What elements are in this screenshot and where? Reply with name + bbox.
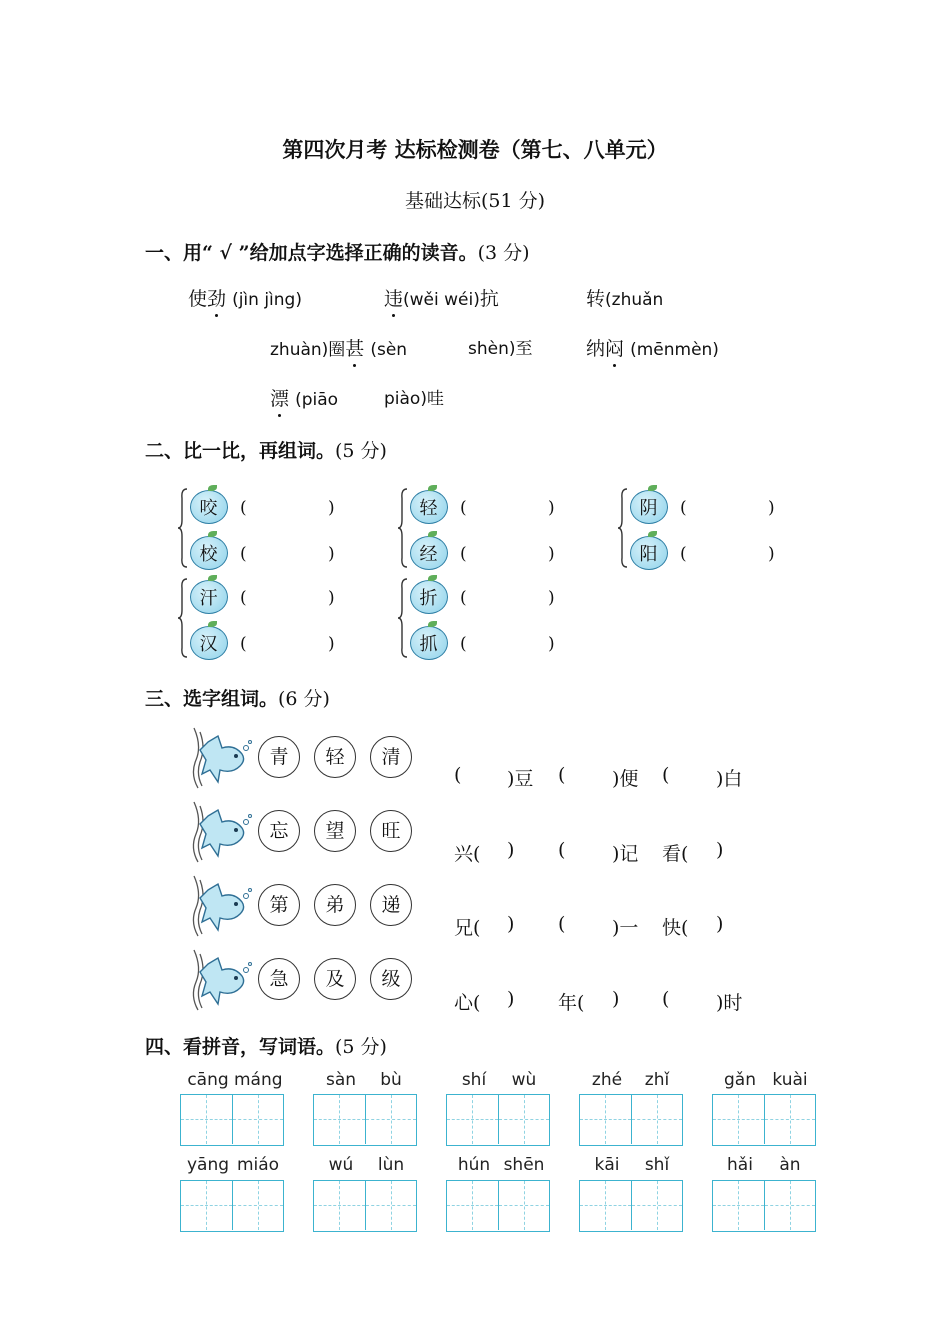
q1-f-options[interactable]: (piāo bbox=[295, 390, 339, 410]
q2-points: (5 分) bbox=[335, 440, 387, 462]
fill-blank-right: ) bbox=[507, 913, 515, 935]
fill-answer[interactable] bbox=[472, 839, 500, 863]
paren-open: ( bbox=[460, 544, 467, 564]
guide-line bbox=[657, 1095, 658, 1144]
writing-cell[interactable] bbox=[314, 1095, 365, 1144]
guide-line bbox=[738, 1095, 739, 1144]
fill-blank-left: 看( bbox=[662, 843, 689, 865]
fill-blank-left: 快( bbox=[662, 917, 689, 939]
guide-line bbox=[524, 1181, 525, 1230]
paren-open: ( bbox=[240, 544, 247, 564]
q2-char: 汉 bbox=[199, 634, 218, 655]
fill-blank-left: 心( bbox=[454, 992, 481, 1014]
q3-fish-row bbox=[188, 728, 428, 792]
paren-close: ) bbox=[328, 634, 335, 654]
pinyin-syllable: sàn bbox=[325, 1070, 357, 1090]
writing-cell[interactable] bbox=[447, 1181, 498, 1230]
apple-icon bbox=[410, 532, 448, 570]
apple-icon bbox=[410, 576, 448, 614]
paren-open: ( bbox=[240, 498, 247, 518]
pinyin-syllable: zhǐ bbox=[644, 1070, 670, 1090]
pinyin-syllable: máng bbox=[234, 1070, 283, 1090]
answer-blank[interactable] bbox=[254, 492, 324, 518]
pinyin-syllable: miáo bbox=[236, 1155, 280, 1175]
option-bubble[interactable]: 第 bbox=[258, 884, 300, 926]
answer-blank[interactable] bbox=[254, 582, 324, 608]
q1-item-b bbox=[384, 284, 499, 311]
q4-heading bbox=[145, 1032, 387, 1059]
q4-points: (5 分) bbox=[335, 1036, 387, 1058]
pinyin-syllable: shí bbox=[461, 1070, 487, 1090]
fill-blank-right: ) bbox=[716, 839, 724, 861]
writing-cell[interactable] bbox=[631, 1095, 682, 1144]
paren-close: ) bbox=[328, 498, 335, 518]
apple-icon bbox=[190, 622, 228, 660]
pinyin-syllable: shǐ bbox=[644, 1155, 670, 1175]
paren-open: ( bbox=[460, 498, 467, 518]
writing-cell[interactable] bbox=[580, 1181, 631, 1230]
pinyin-syllable: gǎn bbox=[724, 1070, 756, 1090]
fill-answer[interactable] bbox=[472, 764, 500, 788]
fill-blank-left: ( bbox=[662, 764, 670, 786]
fill-blank-left: 年( bbox=[558, 992, 585, 1014]
paren-close: ) bbox=[768, 498, 775, 518]
q2-group bbox=[178, 482, 378, 574]
writing-cell[interactable] bbox=[365, 1181, 416, 1230]
writing-cell[interactable] bbox=[764, 1095, 815, 1144]
q2-char: 轻 bbox=[419, 498, 438, 519]
brace-icon bbox=[178, 488, 188, 568]
option-bubble[interactable]: 级 bbox=[370, 958, 412, 1000]
guide-line bbox=[472, 1181, 473, 1230]
q2-char: 折 bbox=[419, 588, 438, 609]
brace-icon bbox=[398, 488, 408, 568]
option-bubble[interactable]: 急 bbox=[258, 958, 300, 1000]
apple-icon bbox=[630, 486, 668, 524]
pinyin-syllable: hǎi bbox=[727, 1155, 753, 1175]
pinyin-syllable: wù bbox=[511, 1070, 537, 1090]
paren-open: ( bbox=[680, 544, 687, 564]
page-title: 第四次月考 达标检测卷（第七、八单元） bbox=[282, 137, 668, 162]
q2-char: 经 bbox=[419, 544, 438, 565]
writing-cell[interactable] bbox=[314, 1181, 365, 1230]
q1-heading bbox=[145, 238, 530, 265]
guide-line bbox=[790, 1095, 791, 1144]
fish-icon bbox=[188, 874, 252, 938]
guide-line bbox=[391, 1095, 392, 1144]
fill-blank-right: ) bbox=[507, 988, 515, 1010]
paren-close: ) bbox=[548, 544, 555, 564]
fill-blank-right: ) bbox=[716, 913, 724, 935]
option-bubble[interactable]: 递 bbox=[370, 884, 412, 926]
guide-line bbox=[258, 1095, 259, 1144]
guide-line bbox=[790, 1181, 791, 1230]
guide-line bbox=[339, 1095, 340, 1144]
q3-fish-row bbox=[188, 802, 428, 866]
guide-line bbox=[391, 1181, 392, 1230]
guide-line bbox=[605, 1181, 606, 1230]
q1-item-d-cont bbox=[468, 334, 533, 359]
paren-close: ) bbox=[548, 498, 555, 518]
q1-e-pre: 纳 bbox=[586, 338, 606, 360]
q1-a-dotted: 劲 bbox=[207, 284, 226, 311]
writing-cell[interactable] bbox=[498, 1095, 549, 1144]
fill-blank-right: )一 bbox=[612, 917, 639, 939]
q1-item-c bbox=[586, 284, 663, 311]
apple-icon bbox=[410, 486, 448, 524]
writing-cell[interactable] bbox=[232, 1181, 283, 1230]
q2-group bbox=[398, 572, 598, 664]
q1-a-options[interactable]: (jìn jìng) bbox=[232, 290, 302, 310]
guide-line bbox=[524, 1095, 525, 1144]
option-bubble[interactable]: 弟 bbox=[314, 884, 356, 926]
fill-blank-right: )便 bbox=[612, 768, 639, 790]
q1-b-options[interactable]: (wěi wéi) bbox=[403, 290, 480, 310]
fill-answer[interactable] bbox=[472, 988, 500, 1012]
q2-heading-text: 二、比一比，再组词。 bbox=[145, 440, 336, 462]
apple-icon bbox=[190, 532, 228, 570]
fill-answer[interactable] bbox=[576, 764, 604, 788]
q4-heading-text: 四、看拼音，写词语。 bbox=[145, 1036, 336, 1058]
fish-icon bbox=[188, 726, 252, 790]
fill-blank-left: 兴( bbox=[454, 843, 481, 865]
writing-grid bbox=[180, 1180, 284, 1232]
fill-answer[interactable] bbox=[576, 988, 604, 1012]
writing-cell[interactable] bbox=[713, 1095, 764, 1144]
option-bubble[interactable]: 轻 bbox=[314, 736, 356, 778]
q3-points: (6 分) bbox=[278, 688, 330, 710]
q2-group bbox=[398, 482, 598, 574]
q2-char: 咬 bbox=[199, 498, 218, 519]
option-bubble[interactable]: 青 bbox=[258, 736, 300, 778]
q1-a-pre: 使 bbox=[188, 288, 208, 310]
fill-blank-left: 兄( bbox=[454, 917, 481, 939]
q1-line-2 bbox=[270, 334, 407, 361]
pinyin-syllable: yāng bbox=[186, 1155, 230, 1175]
q1-heading-text: 一、用“ √ ”给加点字选择正确的读音。 bbox=[145, 242, 478, 264]
writing-grid bbox=[446, 1180, 550, 1232]
guide-line bbox=[206, 1095, 207, 1144]
guide-line bbox=[738, 1181, 739, 1230]
writing-grid bbox=[579, 1094, 683, 1146]
fill-answer[interactable] bbox=[680, 839, 708, 863]
q2-group bbox=[618, 482, 818, 574]
paren-open: ( bbox=[240, 588, 247, 608]
answer-blank[interactable] bbox=[474, 628, 544, 654]
apple-icon bbox=[190, 576, 228, 614]
q1-d-options-cont[interactable]: shèn)至 bbox=[468, 339, 533, 359]
q1-item-e bbox=[586, 334, 719, 361]
guide-line bbox=[258, 1181, 259, 1230]
q3-heading-text: 三、选字组词。 bbox=[145, 688, 279, 710]
q2-char: 阴 bbox=[639, 498, 658, 519]
fill-answer[interactable] bbox=[472, 913, 500, 937]
q2-char: 抓 bbox=[419, 634, 438, 655]
q2-char: 汗 bbox=[199, 588, 218, 609]
paren-open: ( bbox=[240, 634, 247, 654]
pinyin-syllable: lùn bbox=[377, 1155, 405, 1175]
writing-cell[interactable] bbox=[713, 1181, 764, 1230]
pinyin-syllable: kāi bbox=[594, 1155, 620, 1175]
q1-item-f-cont bbox=[384, 384, 444, 409]
page-subtitle: 基础达标(51 分) bbox=[404, 190, 546, 212]
q1-c-options[interactable]: (zhuǎn bbox=[605, 290, 664, 310]
answer-blank[interactable] bbox=[694, 538, 764, 564]
q1-d-dotted: 甚 bbox=[345, 334, 364, 361]
option-bubble[interactable]: 及 bbox=[314, 958, 356, 1000]
writing-cell[interactable] bbox=[498, 1181, 549, 1230]
pinyin-syllable: àn bbox=[779, 1155, 801, 1175]
q1-c-options-cont[interactable]: zhuàn)圈 bbox=[270, 340, 346, 360]
paren-close: ) bbox=[548, 588, 555, 608]
q3-fish-row bbox=[188, 950, 428, 1014]
fill-blank-left: ( bbox=[558, 839, 566, 861]
pinyin-syllable: cāng bbox=[187, 1070, 229, 1090]
guide-line bbox=[605, 1095, 606, 1144]
fill-blank-right: ) bbox=[612, 988, 620, 1010]
q3-heading bbox=[145, 684, 330, 711]
q1-e-dotted: 闷 bbox=[605, 334, 624, 361]
apple-icon bbox=[410, 622, 448, 660]
q2-heading bbox=[145, 436, 387, 463]
fill-blank-left: ( bbox=[558, 764, 566, 786]
writing-grid bbox=[313, 1094, 417, 1146]
writing-grid bbox=[180, 1094, 284, 1146]
paren-open: ( bbox=[460, 588, 467, 608]
brace-icon bbox=[618, 488, 628, 568]
paren-close: ) bbox=[768, 544, 775, 564]
guide-line bbox=[339, 1181, 340, 1230]
writing-cell[interactable] bbox=[447, 1095, 498, 1144]
q1-b-dotted: 违 bbox=[384, 284, 403, 311]
fill-answer[interactable] bbox=[576, 839, 604, 863]
answer-blank[interactable] bbox=[694, 492, 764, 518]
fill-answer[interactable] bbox=[680, 988, 708, 1012]
option-bubble[interactable]: 旺 bbox=[370, 810, 412, 852]
q1-points: (3 分) bbox=[477, 242, 530, 264]
pinyin-syllable: bù bbox=[380, 1070, 402, 1090]
option-bubble[interactable]: 望 bbox=[314, 810, 356, 852]
writing-cell[interactable] bbox=[764, 1181, 815, 1230]
q1-d-options[interactable]: (sèn bbox=[370, 340, 408, 360]
option-bubble[interactable]: 清 bbox=[370, 736, 412, 778]
paren-close: ) bbox=[328, 544, 335, 564]
q1-line-3 bbox=[270, 384, 338, 411]
fill-blank-left: ( bbox=[662, 988, 670, 1010]
q2-group bbox=[178, 572, 378, 664]
pinyin-syllable: hún bbox=[457, 1155, 491, 1175]
fill-blank-right: )白 bbox=[716, 768, 743, 790]
paren-open: ( bbox=[680, 498, 687, 518]
fill-blank-right: )时 bbox=[716, 992, 743, 1014]
writing-cell[interactable] bbox=[580, 1095, 631, 1144]
writing-grid bbox=[313, 1180, 417, 1232]
q1-e-options[interactable]: (mēnmèn) bbox=[630, 340, 719, 360]
q2-char: 阳 bbox=[639, 544, 658, 565]
q1-b-post: 抗 bbox=[479, 288, 499, 310]
writing-cell[interactable] bbox=[631, 1181, 682, 1230]
fish-icon bbox=[188, 948, 252, 1012]
fill-blank-left: ( bbox=[558, 913, 566, 935]
answer-blank[interactable] bbox=[474, 538, 544, 564]
q1-line-1 bbox=[188, 284, 302, 311]
q1-c-pre: 转 bbox=[586, 288, 606, 310]
q1-f-dotted: 漂 bbox=[270, 384, 289, 411]
fill-answer[interactable] bbox=[576, 913, 604, 937]
writing-cell[interactable] bbox=[181, 1181, 232, 1230]
fill-blank-right: )记 bbox=[612, 843, 639, 865]
pinyin-syllable: shēn bbox=[503, 1155, 545, 1175]
answer-blank[interactable] bbox=[474, 582, 544, 608]
pinyin-syllable: wú bbox=[328, 1155, 354, 1175]
fill-blank-right: ) bbox=[507, 839, 515, 861]
answer-blank[interactable] bbox=[254, 538, 324, 564]
apple-icon bbox=[630, 532, 668, 570]
option-bubble[interactable]: 忘 bbox=[258, 810, 300, 852]
guide-line bbox=[472, 1095, 473, 1144]
writing-grid bbox=[712, 1094, 816, 1146]
brace-icon bbox=[178, 578, 188, 658]
q1-f-options-cont[interactable]: piào)哇 bbox=[384, 389, 444, 409]
fill-blank-right: )豆 bbox=[507, 768, 534, 790]
answer-blank[interactable] bbox=[474, 492, 544, 518]
fish-icon bbox=[188, 800, 252, 864]
q3-fish-row bbox=[188, 876, 428, 940]
fill-blank-left: ( bbox=[454, 764, 462, 786]
apple-icon bbox=[190, 486, 228, 524]
guide-line bbox=[206, 1181, 207, 1230]
writing-cell[interactable] bbox=[365, 1095, 416, 1144]
fill-answer[interactable] bbox=[680, 913, 708, 937]
paren-close: ) bbox=[548, 634, 555, 654]
pinyin-syllable: zhé bbox=[591, 1070, 623, 1090]
writing-grid bbox=[579, 1180, 683, 1232]
answer-blank[interactable] bbox=[254, 628, 324, 654]
brace-icon bbox=[398, 578, 408, 658]
paren-open: ( bbox=[460, 634, 467, 654]
q2-char: 校 bbox=[199, 544, 218, 565]
writing-grid bbox=[712, 1180, 816, 1232]
writing-cell[interactable] bbox=[181, 1095, 232, 1144]
writing-grid bbox=[446, 1094, 550, 1146]
guide-line bbox=[657, 1181, 658, 1230]
paren-close: ) bbox=[328, 588, 335, 608]
writing-cell[interactable] bbox=[232, 1095, 283, 1144]
fill-answer[interactable] bbox=[680, 764, 708, 788]
pinyin-syllable: kuài bbox=[772, 1070, 808, 1090]
